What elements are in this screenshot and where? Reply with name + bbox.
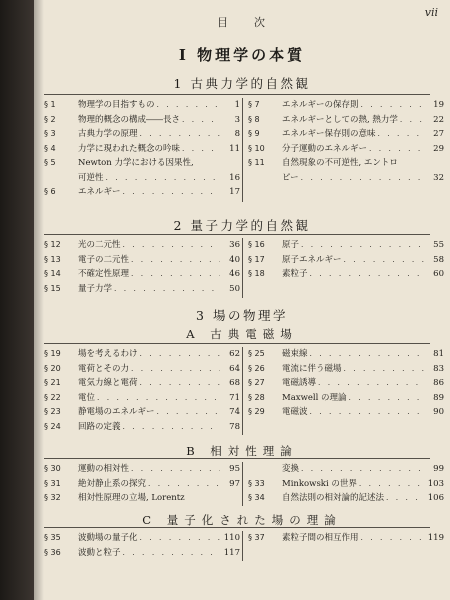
page-ref: 22 <box>433 114 444 125</box>
toc-entry <box>44 420 240 435</box>
page-ref: 89 <box>433 392 444 403</box>
section-number: § 34 <box>248 493 265 502</box>
toc-entry <box>248 238 444 253</box>
page-ref: 99 <box>433 464 444 474</box>
page-ref: 71 <box>229 392 240 403</box>
subsection-heading: A 古典電磁場 <box>186 327 298 341</box>
dot-leader <box>316 378 424 387</box>
page-ref: 58 <box>433 254 444 265</box>
section-number: § 32 <box>44 493 61 502</box>
section-number: § 36 <box>44 547 61 557</box>
dot-leader <box>180 144 220 153</box>
section-number: § 8 <box>248 114 260 124</box>
page-ref: 68 <box>229 378 240 388</box>
dot-leader <box>342 255 424 264</box>
page-ref: 55 <box>433 240 444 250</box>
section-rule <box>44 458 430 459</box>
section-number: § 23 <box>44 407 61 416</box>
section-number: § 15 <box>44 283 61 293</box>
toc-entry <box>248 113 444 128</box>
section-title: 静電場のエネルギー <box>78 407 155 417</box>
section-title: ピー <box>282 172 299 183</box>
toc-column-left <box>44 462 240 506</box>
column-divider <box>242 462 243 506</box>
section-number: § 28 <box>248 392 265 402</box>
section-title: 磁束線 <box>282 349 308 359</box>
section-rule <box>44 234 430 235</box>
toc-entry <box>248 531 444 546</box>
page-ref: 95 <box>229 464 240 474</box>
column-divider <box>242 238 243 298</box>
section-number: § 20 <box>44 363 61 373</box>
page-title: 目次 <box>217 16 291 29</box>
section-title: 原子 <box>282 240 300 250</box>
dot-leader <box>121 548 220 557</box>
dot-leader <box>129 364 220 373</box>
section-number: § 37 <box>248 533 265 542</box>
page-ref: 17 <box>229 187 240 197</box>
dot-leader <box>121 422 220 431</box>
section-title: 電流に伴う磁場 <box>282 363 342 374</box>
section-number: § 16 <box>248 240 265 249</box>
page-ref: 119 <box>427 533 444 543</box>
section-title: 光の二元性 <box>78 240 121 250</box>
page-number: vii <box>424 6 438 19</box>
dot-leader <box>398 115 424 124</box>
dot-leader <box>308 269 424 278</box>
dot-leader <box>95 393 220 402</box>
section-number: § 19 <box>44 349 61 358</box>
toc-entry <box>248 491 444 506</box>
dot-leader <box>299 240 424 249</box>
page-ref: 106 <box>427 493 444 503</box>
toc-entry <box>248 362 444 377</box>
dot-leader <box>376 129 424 138</box>
subsection-heading: C 量子化された場の理論 <box>142 513 342 527</box>
dot-leader <box>121 187 220 196</box>
page-ref: 60 <box>433 269 444 279</box>
section-title: 物理学の目指すもの <box>78 100 155 110</box>
toc-entry <box>44 282 240 297</box>
section-title: 電磁波 <box>282 407 308 417</box>
page-ref: 62 <box>229 349 240 359</box>
dot-leader <box>129 464 220 473</box>
dot-leader <box>359 100 424 109</box>
subsection-heading: B 相対性理論 <box>186 444 298 458</box>
toc-entry <box>248 391 444 406</box>
section-number: § 30 <box>44 464 61 473</box>
page-ref: 50 <box>229 283 240 294</box>
page-ref: 117 <box>223 547 240 558</box>
section-title: 素粒子 <box>282 269 308 279</box>
dot-leader <box>138 349 220 358</box>
section-title: 電位 <box>78 392 96 403</box>
toc-column-right <box>248 462 444 506</box>
section-title: 電子の二元性 <box>78 254 130 265</box>
toc-entry <box>44 142 240 157</box>
dot-leader <box>129 269 220 278</box>
toc-entry <box>44 477 240 492</box>
page-ref: 16 <box>229 172 240 183</box>
toc-column-left <box>44 238 240 296</box>
section-number: § 31 <box>44 478 61 488</box>
section-title: エネルギーの保存則 <box>282 100 359 110</box>
toc-column-right <box>248 347 444 420</box>
toc-entry <box>44 267 240 282</box>
toc-entry <box>248 267 444 282</box>
page-ref: 74 <box>229 407 240 417</box>
dot-leader <box>384 493 424 502</box>
section-rule <box>44 527 430 528</box>
toc-entry <box>44 362 240 377</box>
section-title: 古典力学の原理 <box>78 129 138 139</box>
page-ref: 19 <box>433 100 444 110</box>
section-number: § 4 <box>44 143 56 153</box>
section-title: 回路の定義 <box>78 421 121 432</box>
page-ref: 8 <box>234 129 240 139</box>
toc-entry <box>44 531 240 546</box>
section-number: § 29 <box>248 407 265 416</box>
chapter-heading: 1 古典力学的自然観 <box>173 76 311 91</box>
dot-leader <box>357 479 424 488</box>
dot-leader <box>138 533 220 542</box>
page-ref: 3 <box>234 114 240 125</box>
page-ref: 64 <box>229 363 240 374</box>
column-divider <box>242 98 243 202</box>
section-title: Minkowski の世界 <box>282 478 357 489</box>
section-title: エネルギー保存則の意味 <box>282 129 376 139</box>
section-title: 電荷とその力 <box>78 363 130 374</box>
section-title: 自然法則の相対論的記述法 <box>282 493 385 503</box>
section-number: § 5 <box>44 158 56 167</box>
section-number: § 7 <box>248 100 260 109</box>
section-number: § 18 <box>248 269 265 278</box>
page-ref: 103 <box>427 478 444 489</box>
column-divider <box>242 531 243 561</box>
dot-leader <box>299 173 424 182</box>
dot-leader <box>367 144 424 153</box>
section-title: 量子力学 <box>78 283 113 294</box>
section-title: 電気力線と電荷 <box>78 378 138 388</box>
section-number: § 17 <box>248 254 265 264</box>
toc-column-right <box>248 98 444 185</box>
toc-entry <box>44 347 240 362</box>
section-number: § 3 <box>44 129 56 138</box>
section-number: § 27 <box>248 378 265 387</box>
toc-entry <box>248 462 444 477</box>
column-divider <box>242 347 243 435</box>
section-number: § 24 <box>44 421 61 431</box>
page-ref: 78 <box>229 421 240 432</box>
toc-entry <box>44 171 240 186</box>
book-spine <box>0 0 34 600</box>
section-title: Newton 力学における因果性, <box>78 158 194 168</box>
toc-entry <box>248 376 444 391</box>
dot-leader <box>308 349 424 358</box>
section-title: 力学に現われた概念の吟味 <box>78 143 181 154</box>
toc-entry <box>44 491 240 506</box>
toc-entry <box>44 238 240 253</box>
toc-column-left <box>44 98 240 200</box>
toc-entry <box>248 156 444 171</box>
section-title: 変換 <box>282 464 300 474</box>
section-number: § 10 <box>248 143 265 153</box>
section-rule <box>44 94 430 95</box>
toc-entry <box>248 98 444 113</box>
dot-leader <box>180 115 220 124</box>
section-title: 波動場の量子化 <box>78 533 138 543</box>
toc-entry <box>44 253 240 268</box>
section-number: § 22 <box>44 392 61 402</box>
section-number: § 2 <box>44 114 56 124</box>
section-title: エネルギー <box>78 187 121 197</box>
section-number: § 35 <box>44 533 61 542</box>
dot-leader <box>104 173 220 182</box>
page-ref: 40 <box>229 254 240 265</box>
section-title: 波動と粒子 <box>78 547 121 558</box>
toc-column-right <box>248 238 444 282</box>
dot-leader <box>129 255 220 264</box>
toc-entry <box>248 142 444 157</box>
section-number: § 21 <box>44 378 61 387</box>
toc-entry <box>248 253 444 268</box>
section-title: 電磁誘導 <box>282 378 317 388</box>
section-rule <box>44 343 430 344</box>
section-title: 可逆性 <box>78 172 104 183</box>
toc-entry <box>44 405 240 420</box>
dot-leader <box>112 284 220 293</box>
dot-leader <box>308 407 424 416</box>
section-number: § 1 <box>44 100 56 109</box>
dot-leader <box>138 129 220 138</box>
dot-leader <box>138 378 220 387</box>
toc-entry <box>44 113 240 128</box>
section-number: § 26 <box>248 363 265 373</box>
toc-column-left <box>44 531 240 560</box>
page-ref: 46 <box>229 269 240 279</box>
section-title: 分子運動のエネルギー <box>282 143 368 154</box>
page-ref: 1 <box>234 100 240 110</box>
toc-entry <box>44 546 240 561</box>
page-ref: 27 <box>433 129 444 139</box>
dot-leader <box>359 533 424 542</box>
toc-entry <box>44 98 240 113</box>
dot-leader <box>342 364 424 373</box>
chapter-heading: 3 場の物理学 <box>196 308 288 323</box>
toc-entry <box>248 477 444 492</box>
page-ref: 86 <box>433 378 444 388</box>
section-title: 絶対静止系の探究 <box>78 478 147 489</box>
dot-leader <box>146 479 220 488</box>
section-title: エネルギーとしての熱, 熱力学 <box>282 114 398 125</box>
section-title: 物理的概念の構成――長さ <box>78 114 181 125</box>
page-ref: 11 <box>229 143 240 154</box>
section-number: § 13 <box>44 254 61 264</box>
chapter-heading: 2 量子力学的自然観 <box>173 218 311 233</box>
section-title: 素粒子間の相互作用 <box>282 533 359 543</box>
dot-leader <box>121 240 220 249</box>
toc-entry <box>44 376 240 391</box>
section-number: § 25 <box>248 349 265 358</box>
section-title: 場を考えるわけ <box>78 349 138 359</box>
toc-entry <box>44 462 240 477</box>
section-number: § 33 <box>248 478 265 488</box>
toc-column-right <box>248 531 444 546</box>
section-number: § 9 <box>248 129 260 138</box>
dot-leader <box>155 100 220 109</box>
toc-entry <box>248 347 444 362</box>
section-number: § 6 <box>44 187 56 196</box>
dot-leader <box>299 464 424 473</box>
section-title: 運動の相対性 <box>78 464 130 474</box>
toc-entry <box>248 127 444 142</box>
toc-page <box>34 0 450 600</box>
section-title: 自然現象の不可逆性, エントロ <box>282 158 398 168</box>
section-number: § 14 <box>44 269 61 278</box>
section-title: 相対性原理の立場, Lorentz <box>78 493 185 503</box>
toc-column-left <box>44 347 240 434</box>
page-ref: 81 <box>433 349 444 359</box>
page-ref: 97 <box>229 478 240 489</box>
section-number: § 11 <box>248 158 265 167</box>
page-ref: 83 <box>433 363 444 374</box>
toc-entry <box>44 185 240 200</box>
page-ref: 110 <box>223 533 240 543</box>
section-title: Maxwell の理論 <box>282 392 347 403</box>
toc-entry <box>248 171 444 186</box>
page-ref: 90 <box>433 407 444 417</box>
dot-leader <box>347 393 424 402</box>
page-ref: 36 <box>229 240 240 250</box>
section-title: 原子エネルギー <box>282 254 342 265</box>
toc-entry <box>44 127 240 142</box>
toc-entry <box>44 391 240 406</box>
toc-entry <box>44 156 240 171</box>
toc-entry <box>248 405 444 420</box>
section-title: 不確定性原理 <box>78 269 130 279</box>
page-ref: 32 <box>433 172 444 183</box>
part-heading: I 物理学の本質 <box>178 46 306 64</box>
section-number: § 12 <box>44 240 61 249</box>
dot-leader <box>155 407 220 416</box>
page-ref: 29 <box>433 143 444 154</box>
